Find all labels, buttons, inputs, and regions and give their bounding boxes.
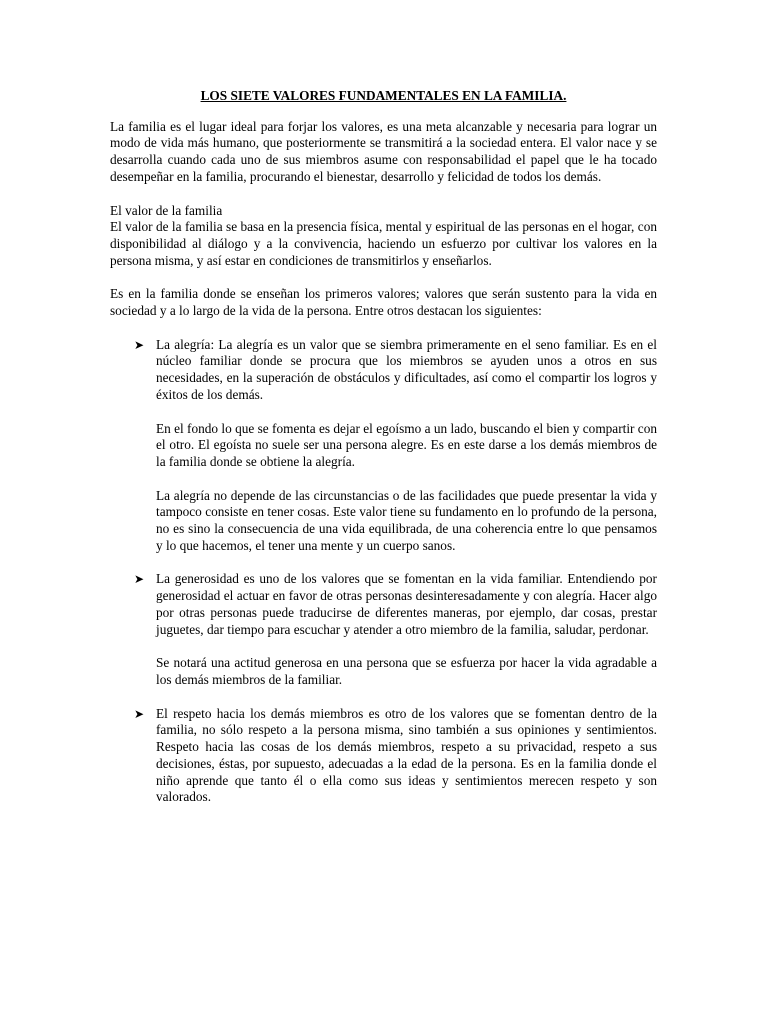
intro-paragraph: La familia es el lugar ideal para forjar los valores, es una meta alcanzable y necesaria para lograr un modo de vida más humano, que posteriormente se transmitirá a la sociedad entera. El valor nace y se desarrolla cuando cada uno de sus miembros asume con responsabilidad el papel que le ha tocado desempeñar en la familia, procurando el bienestar, desarrollo y felicidad de todos los demás.: [110, 118, 657, 184]
list-item-paragraph: Se notará una actitud generosa en una persona que se esfuerza por hacer la vida agradable a los demás miembros de la familiar.: [156, 655, 657, 687]
section-paragraph: El valor de la familia se basa en la presencia física, mental y espiritual de las personas en el hogar, con disponibilidad al diálogo y a la convivencia, haciendo un esfuerzo por cultivar los valores en la persona misma, y así estar en condiciones de transmitirlos y enseñarlos.: [110, 219, 657, 268]
document-body: [110, 88, 657, 823]
arrowhead-bullet-icon: ➤: [134, 706, 145, 721]
arrowhead-bullet-icon: ➤: [134, 572, 145, 587]
list-item-paragraph: La generosidad es uno de los valores que se fomentan en la vida familiar. Entendiendo por generosidad el actuar en favor de otras personas desinteresadamente y con alegría. Hacer algo por otras personas puede traducirse de diferentes maneras, por ejemplo, dar cosas, prestar juguetes, dar tiempo para escuchar y atender a otro miembro de la familia, saludar, perdonar.: [156, 571, 657, 637]
list-item-paragraph: En el fondo lo que se fomenta es dejar el egoísmo a un lado, buscando el bien y compartir con el otro. El egoísta no suele ser una persona alegre. Es en este darse a los demás miembros de la familia donde se obtiene la alegría.: [156, 420, 657, 469]
list-item-paragraph: La alegría: La alegría es un valor que se siembra primeramente en el seno familiar. Es en el núcleo familiar donde se procura que los miembros se ayuden unos a otros en sus necesidades, en la superación de obstáculos y dificultades, así como el compartir los logros y éxitos de los demás.: [156, 336, 657, 402]
page-title: LOS SIETE VALORES FUNDAMENTALES EN LA FAMILIA.: [200, 88, 567, 103]
lead-paragraph: Es en la familia donde se enseñan los primeros valores; valores que serán sustento para la vida en sociedad y a lo largo de la vida de la persona. Entre otros destacan los siguientes:: [110, 286, 657, 319]
list-item-paragraph: La alegría no depende de las circunstancias o de las facilidades que puede presentar la vida y tampoco consiste en tener cosas. Este valor tiene su fundamento en lo profundo de la persona, no es sino la consecuencia de una vida equilibrada, de una coherencia entre lo que pensamos y lo que hacemos, el tener una mente y un cuerpo sanos.: [156, 487, 657, 553]
list-item-paragraph: El respeto hacia los demás miembros es otro de los valores que se fomentan dentro de la familia, no sólo respeto a la persona misma, sino también a sus opiniones y sentimientos. Respeto hacia las cosas de los demás miembros, respeto a su privacidad, respeto a sus decisiones, éstas, por supuesto, adecuadas a la edad de la persona. Es en la familia donde el niño aprende que tanto él o ella como sus ideas y sentimientos merecen respeto y son valorados.: [156, 705, 657, 805]
arrowhead-bullet-icon: ➤: [134, 337, 145, 352]
list-item-respeto: [110, 706, 657, 806]
list-item-alegria: [110, 337, 657, 555]
values-list: [110, 337, 657, 806]
section-heading: El valor de la familia: [110, 202, 223, 218]
list-item-generosidad: [110, 571, 657, 688]
